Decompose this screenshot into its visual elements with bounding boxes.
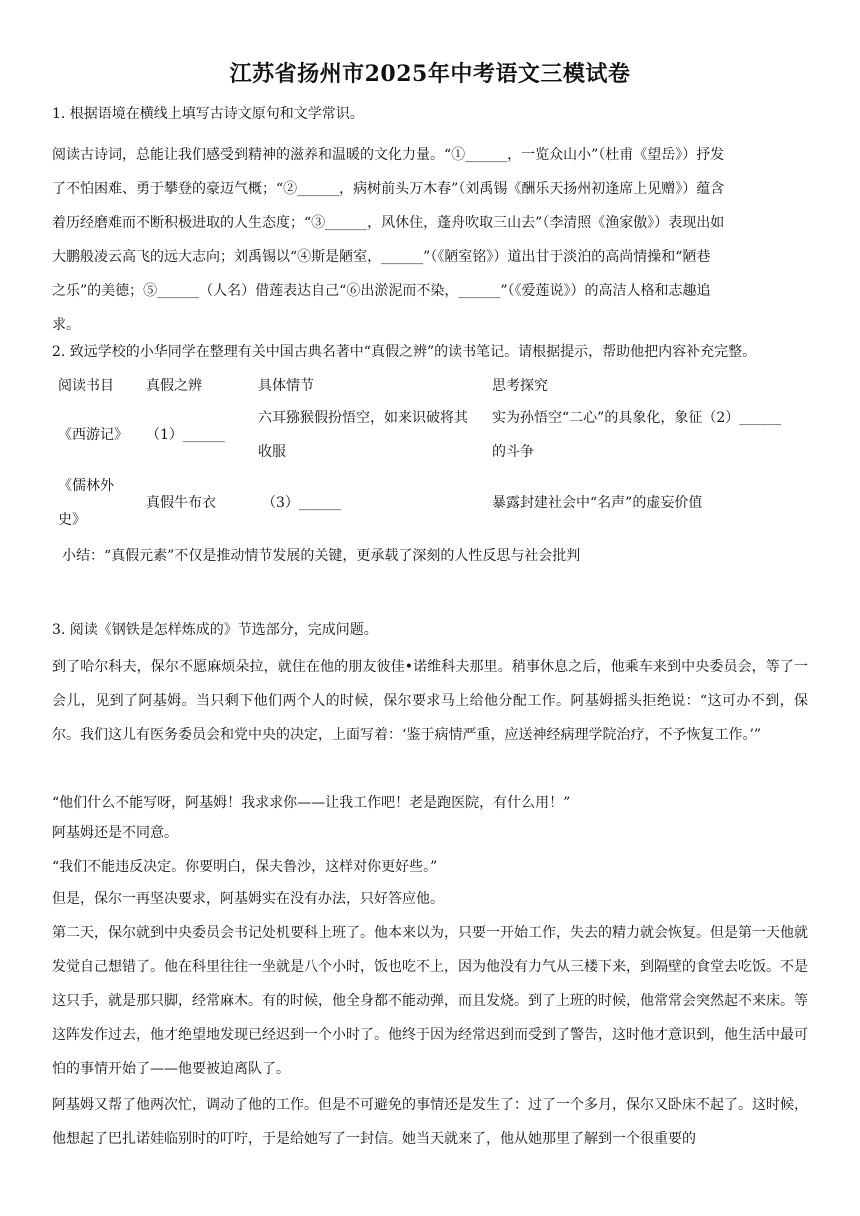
question-1-heading: 1. 根据语境在横线上填写古诗文原句和文学常识。: [52, 106, 364, 122]
question-1-line: 之乐”的美德；⑤______（人名）借莲表达自己“⑥出淤泥而不染，______”（《爱莲说》）的高洁人格和志趣追: [52, 283, 711, 299]
table-row: [54, 469, 816, 537]
passage-paragraph: 但是，保尔一再坚决要求，阿基姆实在没有办法，只好答应他。: [52, 891, 444, 907]
passage-paragraph: “我们不能违反决定。你要明白，保夫鲁沙，这样对你更好些。”: [52, 859, 438, 875]
thinking-line: 暴露封建社会中“名声”的虚妄价值: [492, 495, 703, 511]
table-cell-distinction: 真假牛布衣: [146, 495, 216, 511]
page-title: 江苏省扬州市2025年中考语文三模试卷: [229, 61, 631, 87]
question-1-line: 求。: [52, 317, 80, 333]
table-header-cell: 思考探究: [492, 378, 548, 394]
question-2-summary: 小结：“真假元素”不仅是推动情节发展的关键，更承载了深刻的人性反思与社会批判: [62, 548, 581, 564]
table-header-cell: 阅读书目: [58, 378, 114, 394]
passage-paragraph: 阿基姆又帮了他两次忙，调动了他的工作。但是不可避免的事情还是发生了：过了一个多月，保尔又卧床不起了。这时候，他想起了巴扎诺娃临别时的叮咛，于是给她写了一封信。她当天就来了，他从她那里了解到一个很重要的: [52, 1097, 808, 1147]
question-2-heading: 2. 致远学校的小华同学在整理有关中国古典名著中“真假之辨”的读书笔记。请根据提示，帮助他把内容补充完整。: [52, 344, 757, 360]
table-header-row: [54, 369, 816, 401]
question-1-line: 着历经磨难而不断积极进取的人生态度；“③______，风休住，蓬舟吹取三山去”（李清照《渔家傲》）表现出如: [52, 215, 725, 231]
plot-line: 六耳猕猴假扮悟空，如来识破将其: [258, 410, 468, 426]
table-cell-plot: [254, 401, 488, 469]
passage-paragraph: 阿基姆还是不同意。: [52, 825, 178, 841]
plot-line: （3）______: [262, 495, 341, 511]
table-row: [54, 401, 816, 469]
table-cell-plot: [254, 469, 488, 537]
thinking-line: 实为孙悟空“二心”的具象化，象征（2）______: [492, 410, 782, 426]
table-header-cell: 具体情节: [258, 378, 314, 394]
book-line: 《儒林外: [58, 478, 114, 494]
table-cell-thinking: [488, 401, 816, 469]
table-cell-distinction: （1）______: [146, 427, 225, 443]
table-cell-book: 《西游记》: [58, 427, 128, 443]
question-1-body: [52, 138, 808, 342]
thinking-line: 的斗争: [492, 444, 534, 460]
table-cell-thinking: [488, 469, 816, 537]
reading-notes-table: [54, 369, 816, 537]
question-1-line: 了不怕困难、勇于攀登的豪迈气概；“②______，病树前头万木春”（刘禹锡《酬乐天扬州初逢席上见赠》）蕴含: [52, 181, 725, 197]
question-1-line: 阅读古诗词，总能让我们感受到精神的滋养和温暖的文化力量。“①______，一览众山小”（杜甫《望岳》）抒发: [52, 147, 725, 163]
passage-paragraph: “他们什么不能写呀，阿基姆！我求求你——让我工作吧！老是跑医院，有什么用！”: [52, 795, 571, 811]
book-line: 史》: [58, 512, 86, 528]
plot-line: 收服: [258, 444, 286, 460]
question-1-line: 大鹏般凌云高飞的远大志向；刘禹锡以“④斯是陋室，______”（《陋室铭》）道出甘于淡泊的高尚情操和“陋巷: [52, 249, 711, 265]
table-header-cell: 真假之辨: [146, 378, 202, 394]
passage-paragraph: 第二天，保尔就到中央委员会书记处机要科上班了。他本来以为，只要一开始工作，失去的精力就会恢复。但是第一天他就发觉自己想错了。他在科里往往一坐就是八个小时，饭也吃不上，因为他没有力气从三楼下来，到隔壁的食堂去吃饭。不是这只手，就是那只脚，经常麻木。有的时候，他全身都不能动弹，而且发烧。到了上班的时候，他常常会突然起不来床。等这阵发作过去，他才绝望地发现已经迟到一个小时了。他终于因为经常迟到而受到了警告，这时他才意识到，他生活中最可怕的事情开始了——他要被迫离队了。: [52, 925, 808, 1077]
table-cell-book: [54, 469, 142, 537]
question-3-heading: 3. 阅读《钢铁是怎样炼成的》节选部分，完成问题。: [52, 622, 378, 638]
passage-paragraph: 到了哈尔科夫，保尔不愿麻烦朵拉，就住在他的朋友彼佳•诺维科夫那里。稍事休息之后，他乘车来到中央委员会，等了一会儿，见到了阿基姆。当只剩下他们两个人的时候，保尔要求马上给他分配工作。阿基姆摇头拒绝说：“这可办不到，保尔。我们这儿有医务委员会和党中央的决定，上面写着：‘鉴于病情严重，应送神经病理学院治疗，不予恢复工作。’”: [52, 659, 808, 743]
